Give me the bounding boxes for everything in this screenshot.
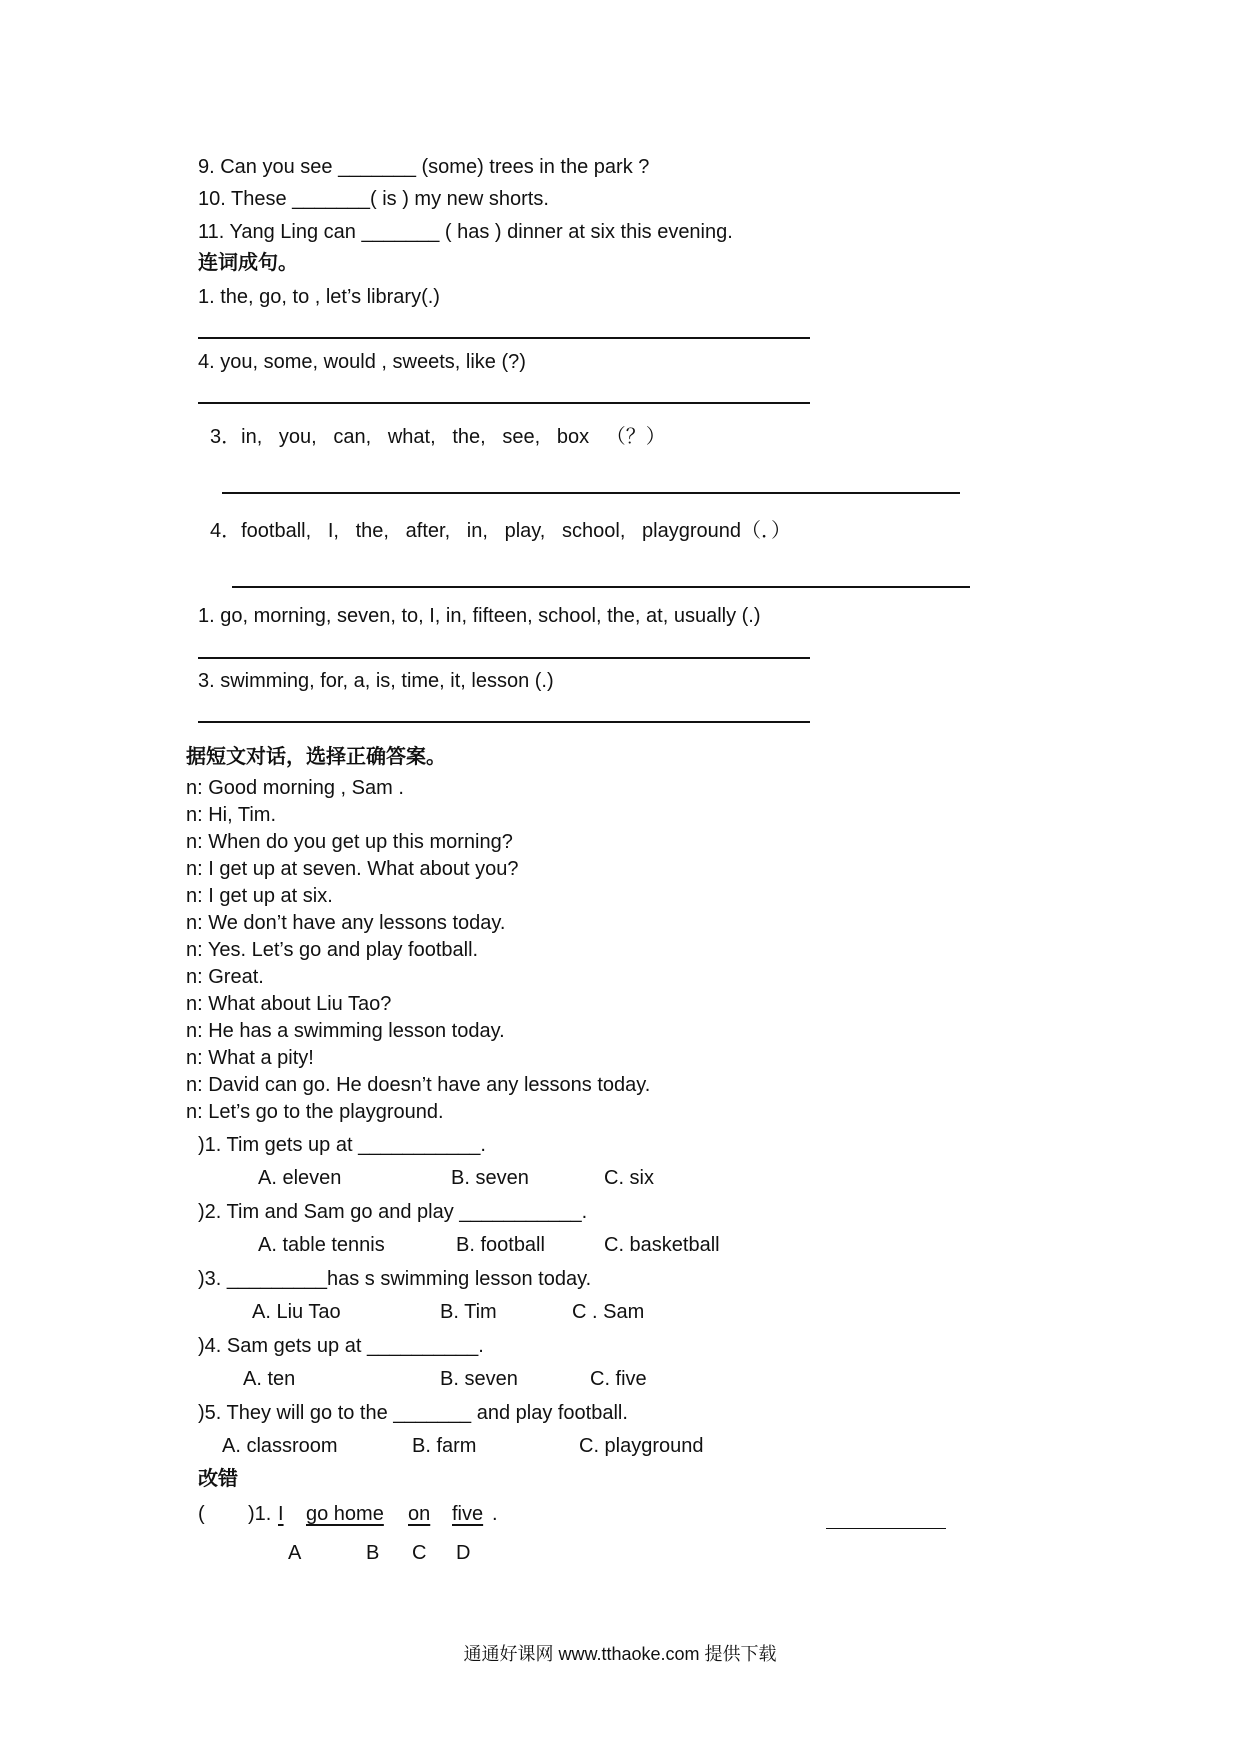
dialogue-line: n: David can go. He doesn’t have any lessons today.	[186, 1074, 651, 1096]
fill-item-11: 11. Yang Ling can _______ ( has ) dinner at six this evening.	[198, 221, 733, 243]
dialogue-line: n: He has a swimming lesson today.	[186, 1020, 505, 1042]
option-a: A. eleven	[258, 1167, 342, 1189]
correction-paren: (	[198, 1503, 205, 1525]
dialogue-line: n: Yes. Let’s go and play football.	[186, 939, 479, 961]
option-b: B. football	[456, 1234, 545, 1256]
dialogue-line: n: I get up at six.	[186, 885, 333, 907]
correction-period: .	[492, 1503, 498, 1525]
correction-label-b: B	[366, 1542, 380, 1564]
correction-word-b: go home	[306, 1503, 384, 1525]
option-b: B. farm	[412, 1435, 477, 1457]
sentence-item: 3. swimming, for, a, is, time, it, lesson (.)	[198, 670, 554, 692]
option-c: C. six	[604, 1167, 654, 1189]
answer-line	[222, 492, 960, 494]
option-a: A. ten	[243, 1368, 296, 1390]
option-c: C . Sam	[572, 1301, 645, 1323]
fill-item-9: 9. Can you see _______ (some) trees in the park ?	[198, 156, 650, 178]
correction-word-c: on	[408, 1503, 431, 1525]
option-c: C. five	[590, 1368, 647, 1390]
question-4: )4. Sam gets up at __________.	[198, 1335, 484, 1357]
sentence-item: 1. the, go, to , let’s library(.)	[198, 286, 440, 308]
question-1: )1. Tim gets up at ___________.	[198, 1134, 486, 1156]
answer-line	[198, 657, 810, 659]
section-heading-sentences: 连词成句。	[198, 252, 298, 274]
correction-word-d: five	[452, 1503, 484, 1525]
option-b: B. seven	[451, 1167, 529, 1189]
correction-label-d: D	[456, 1542, 471, 1564]
section-heading-correction: 改错	[198, 1468, 238, 1490]
sentence-item: 4. you, some, would , sweets, like (?)	[198, 351, 526, 373]
dialogue-line: n: When do you get up this morning?	[186, 831, 513, 853]
correction-number: )1.	[248, 1503, 272, 1525]
dialogue-line: n: Good morning , Sam .	[186, 777, 404, 799]
option-b: B. Tim	[440, 1301, 497, 1323]
dialogue-line: n: What a pity!	[186, 1047, 314, 1069]
answer-line	[198, 402, 810, 404]
sentence-item: 4．football, I, the, after, in, play, school, playground（．）	[210, 520, 792, 542]
question-3: )3. _________has s swimming lesson today.	[198, 1268, 592, 1290]
dialogue-line: n: I get up at seven. What about you?	[186, 858, 519, 880]
section-heading-reading: 据短文对话，选择正确答案。	[186, 746, 446, 768]
option-c: C. playground	[579, 1435, 704, 1457]
dialogue-line: n: Great.	[186, 966, 264, 988]
question-5: )5. They will go to the _______ and play football.	[198, 1402, 628, 1424]
option-b: B. seven	[440, 1368, 518, 1390]
sentence-item: 1. go, morning, seven, to, I, in, fifteen, school, the, at, usually (.)	[198, 605, 761, 627]
option-a: A. Liu Tao	[252, 1301, 341, 1323]
page-footer: 通通好课网 www.tthaoke.com 提供下载	[463, 1644, 777, 1664]
dialogue-line: n: Hi, Tim.	[186, 804, 277, 826]
answer-line	[198, 337, 810, 339]
dialogue-line: n: What about Liu Tao?	[186, 993, 392, 1015]
dialogue-line: n: Let’s go to the playground.	[186, 1101, 444, 1123]
correction-answer-line	[826, 1528, 946, 1529]
correction-label-c: C	[412, 1542, 427, 1564]
correction-word-a: I	[278, 1503, 284, 1525]
answer-line	[232, 586, 970, 588]
fill-item-10: 10. These _______( is ) my new shorts.	[198, 188, 549, 210]
correction-label-a: A	[288, 1542, 302, 1564]
option-a: A. table tennis	[258, 1234, 385, 1256]
option-c: C. basketball	[604, 1234, 720, 1256]
dialogue-line: n: We don’t have any lessons today.	[186, 912, 506, 934]
answer-line	[198, 721, 810, 723]
option-a: A. classroom	[222, 1435, 338, 1457]
sentence-item: 3．in, you, can, what, the, see, box （？）	[210, 426, 666, 448]
question-2: )2. Tim and Sam go and play ___________.	[198, 1201, 588, 1223]
